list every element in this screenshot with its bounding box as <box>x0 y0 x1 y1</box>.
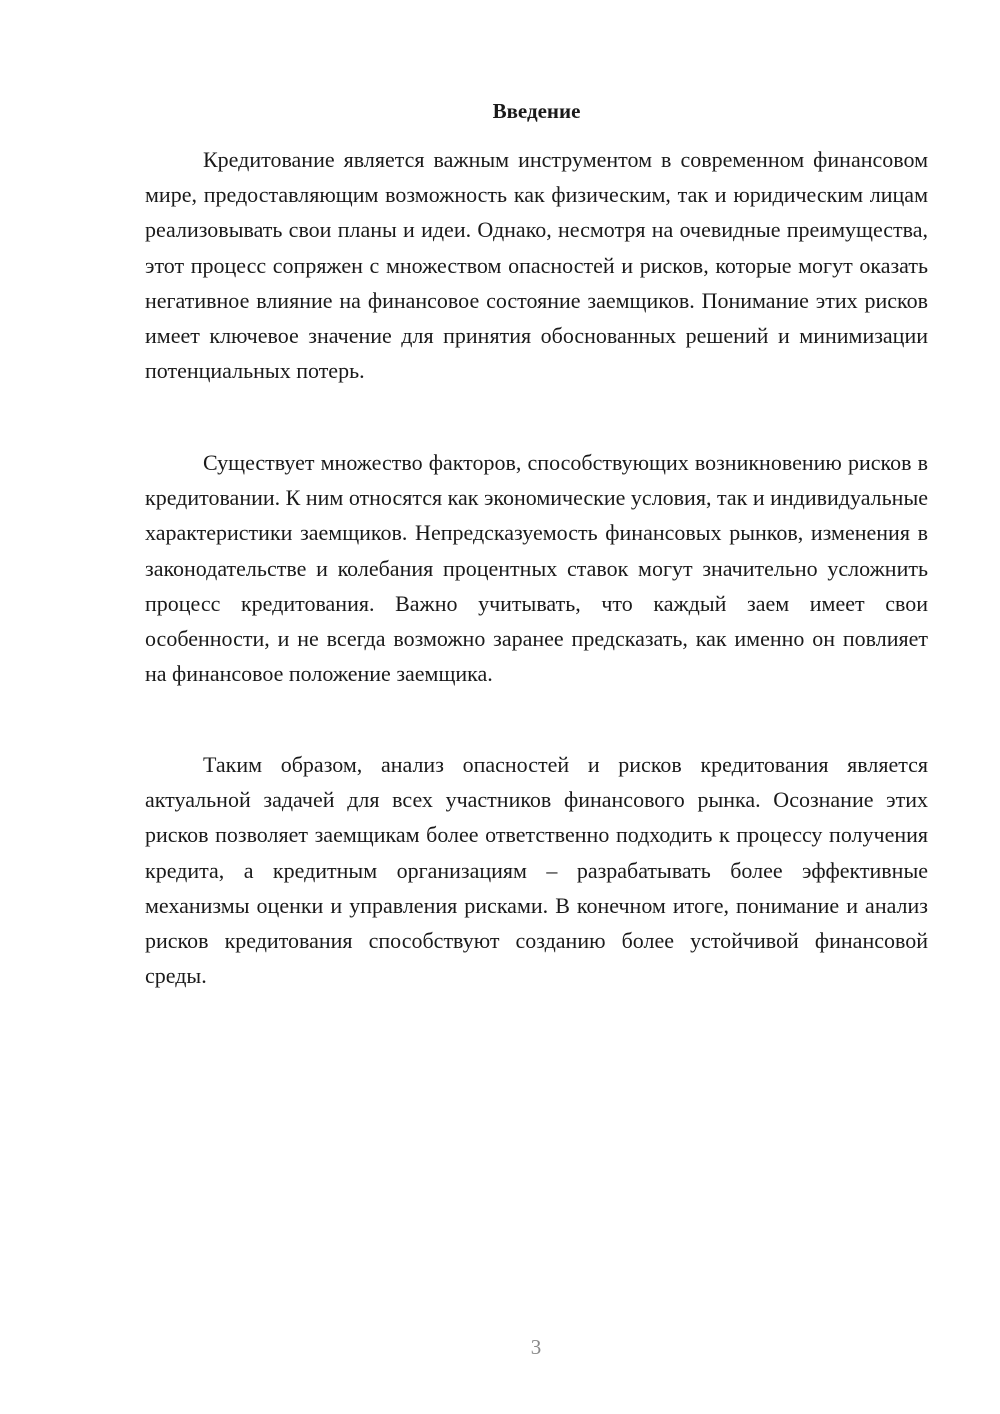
paragraph-conclusion: Таким образом, анализ опасностей и рисков кредитования является актуальной задачей для всех участников финансового рынка. Осознание этих рисков позволяет заемщикам более ответственно подходить к процессу получения кредита, а кредитным организациям – разрабатывать более эффективные механизмы оценки и управления рисками. В конечном итоге, понимание и анализ рисков кредитования способствуют созданию более устойчивой финансовой среды. <box>145 752 928 989</box>
page-number: 3 <box>530 1335 542 1359</box>
paragraph-factors: Существует множество факторов, способствующих возникновению рисков в кредитовании. К ним относятся как экономические условия, так и индивидуальные характеристики заемщиков. Непредсказуемость финансовых рынков, изменения в законодательстве и колебания процентных ставок могут значительно усложнить процесс кредитования. Важно учитывать, что каждый заем имеет свои особенности, и не всегда возможно заранее предсказать, как именно он повлияет на финансовое положение заемщика. <box>145 450 928 687</box>
paragraph-intro: Кредитование является важным инструментом в современном финансовом мире, предоставляющим возможность как физическим, так и юридическим лицам реализовывать свои планы и идеи. Однако, несмотря на очевидные преимущества, этот процесс сопряжен с множеством опасностей и рисков, которые могут оказать негативное влияние на финансовое состояние заемщиков. Понимание этих рисков имеет ключевое значение для принятия обоснованных решений и минимизации потенциальных потерь. <box>145 147 928 384</box>
section-title: Введение <box>492 99 581 123</box>
